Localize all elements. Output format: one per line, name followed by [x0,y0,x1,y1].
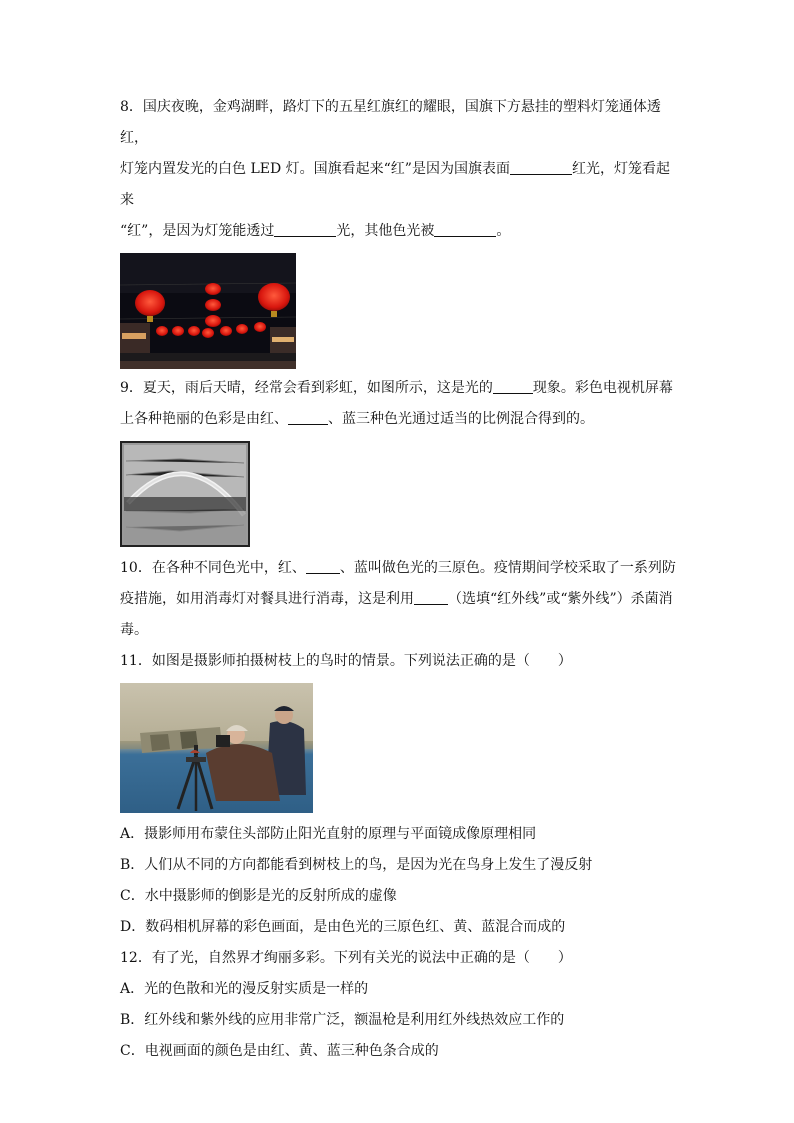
q10-line3: 毒。 [120,622,148,638]
q11-stem: 11．如图是摄影师拍摄树枝上的鸟时的情景。下列说法正确的是（ ） [120,653,572,669]
q12-option-b[interactable]: B．红外线和紫外线的应用非常广泛，额温枪是利用红外线热效应工作的 [120,1012,565,1028]
q11-option-d[interactable]: D．数码相机屏幕的彩色画面，是由色光的三原色红、黄、蓝混合而成的 [120,919,566,935]
q9-blank-1[interactable] [493,377,533,394]
q8-line3: “红”，是因为灯笼能透过 光，其他色光被 。 [120,216,680,247]
q8-blank-1[interactable] [510,158,572,175]
q8-blank-2[interactable] [274,220,336,237]
q9-line2: 上各种艳丽的色彩是由红、 、蓝三种色光通过适当的比例混合得到的。 [120,404,680,435]
q11-option-b[interactable]: B．人们从不同的方向都能看到树枝上的鸟，是因为光在鸟身上发生了漫反射 [120,857,593,873]
q8-blank-3[interactable] [434,220,496,237]
q12-option-a[interactable]: A．光的色散和光的漫反射实质是一样的 [120,981,369,997]
q11-option-a[interactable]: A．摄影师用布蒙住头部防止阳光直射的原理与平面镜成像原理相同 [120,826,537,842]
q10-blank-1[interactable] [306,557,340,574]
q10-line1: 10．在各种不同色光中，红、 、蓝叫做色光的三原色。疫情期间学校采取了一系列防 [120,553,680,584]
q12-option-c[interactable]: C．电视画面的颜色是由红、黄、蓝三种色条合成的 [120,1043,439,1059]
photographer-image [120,683,313,813]
q10-blank-2[interactable] [414,588,448,605]
q9-blank-2[interactable] [288,408,328,425]
q11-option-c[interactable]: C．水中摄影师的倒影是光的反射所成的虚像 [120,888,397,904]
lanterns-image [120,253,296,369]
q10-line2: 疫措施，如用消毒灯对餐具进行消毒，这是利用 （选填“红外线”或“紫外线”）杀菌消 [120,584,680,615]
q8-line1: 8．国庆夜晚，金鸡湖畔，路灯下的五星红旗红的耀眼，国旗下方悬挂的塑料灯笼通体透红， [120,99,661,146]
q8-line2: 灯笼内置发光的白色 LED 灯。国旗看起来“红”是因为国旗表面 红光，灯笼看起来 [120,154,680,216]
worksheet-page [120,92,680,1067]
q9-line1: 9．夏天，雨后天晴，经常会看到彩虹，如图所示，这是光的 现象。彩色电视机屏幕 [120,373,680,404]
rainbow-image [120,441,250,547]
q12-stem: 12．有了光，自然界才绚丽多彩。下列有关光的说法中正确的是（ ） [120,950,572,966]
